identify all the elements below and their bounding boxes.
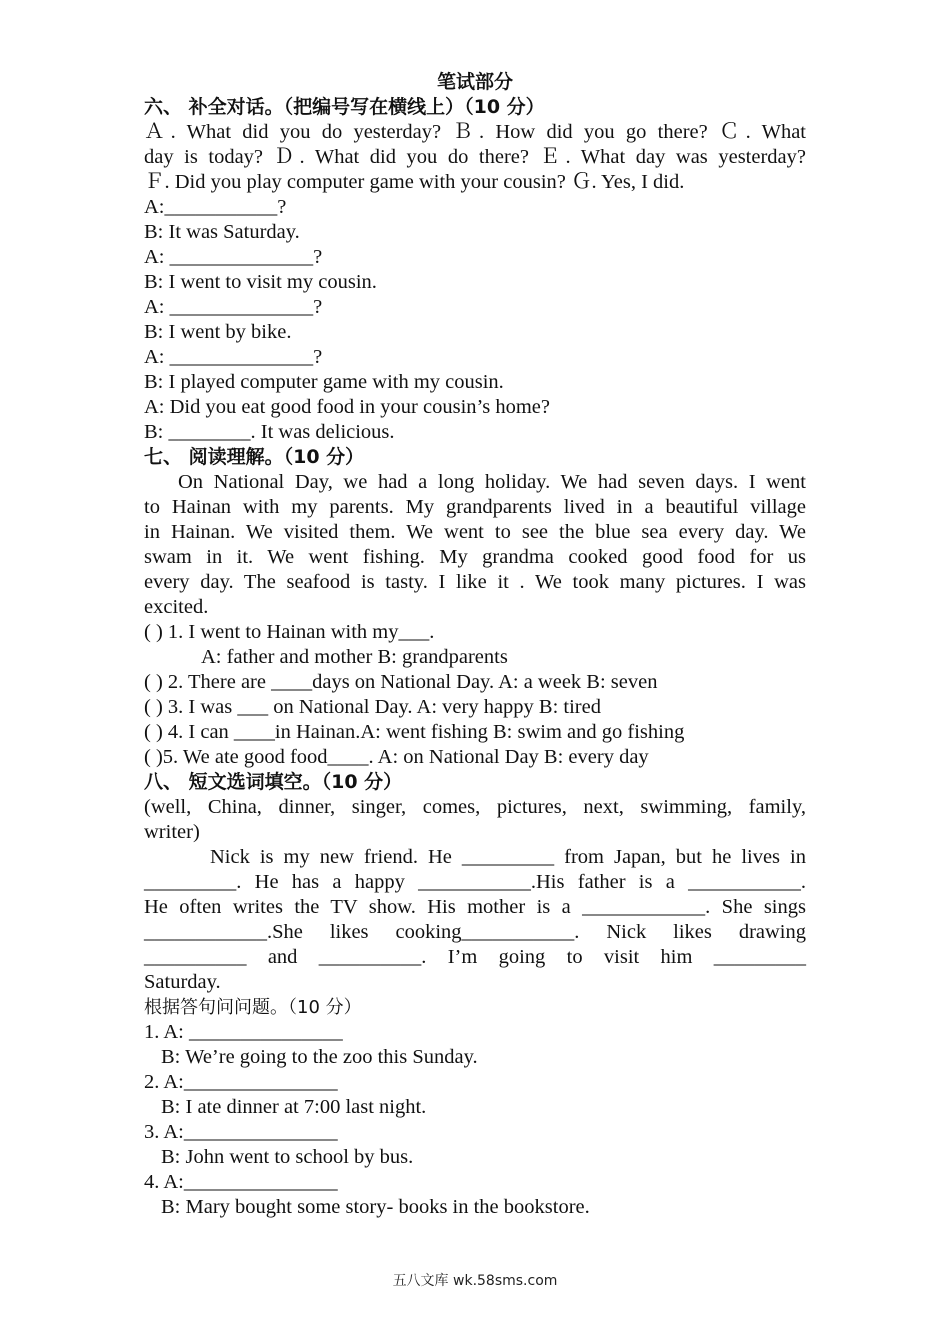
qa-question: 3. A:_______________	[144, 1121, 338, 1143]
page-title: 笔试部分	[436, 71, 513, 93]
question-options: A: father and mother B: grandparents	[201, 646, 508, 668]
dialogue-line: A:___________?	[144, 196, 287, 218]
cloze-line: _________. He has a happy ___________.His father is a ___________.	[144, 871, 806, 893]
cloze-line: Saturday.	[144, 971, 221, 993]
passage-line: swam in it. We went fishing. My grandma cooked good food for us	[144, 546, 806, 568]
dialogue-line: B: I played computer game with my cousin.	[144, 371, 504, 393]
question-line: ( ) 3. I was ___ on National Day. A: very happy B: tired	[144, 696, 601, 718]
passage-line: to Hainan with my parents. My grandparents lived in a beautiful village	[144, 496, 806, 518]
cloze-line: __________ and __________. I’m going to visit him _________	[144, 946, 806, 968]
dialogue-line: B: I went to visit my cousin.	[144, 271, 377, 293]
word-bank: (well, China, dinner, singer, comes, pictures, next, swimming, family,	[144, 796, 806, 818]
cloze-line: ____________.She likes cooking___________. Nick likes drawing	[144, 921, 806, 943]
qa-answer: B: We’re going to the zoo this Sunday.	[161, 1046, 478, 1068]
dialogue-line: A: ______________?	[144, 246, 323, 268]
qa-answer: B: John went to school by bus.	[161, 1146, 414, 1168]
cloze-line: Nick is my new friend. He _________ from Japan, but he lives in	[210, 846, 806, 868]
qa-question: 2. A:_______________	[144, 1071, 338, 1093]
section-8-heading: 八、 短文选词填空。（10 分）	[144, 771, 403, 793]
passage-line: in Hainan. We visited them. We went to see the blue sea every day. We	[144, 521, 806, 543]
dialogue-line: B: It was Saturday.	[144, 221, 300, 243]
question-line: ( ) 1. I went to Hainan with my___.	[144, 621, 435, 643]
options-line: Ａ. What did you do yesterday? Ｂ. How did you go there? Ｃ. What	[144, 121, 806, 143]
dialogue-line: A: ______________?	[144, 346, 323, 368]
section-9-heading: 根据答句问问题。（10 分）	[144, 997, 362, 1018]
qa-question: 4. A:_______________	[144, 1171, 338, 1193]
dialogue-line: A: ______________?	[144, 296, 323, 318]
passage-line: On National Day, we had a long holiday. We had seven days. I went	[178, 471, 806, 493]
question-line: ( )5. We ate good food____. A: on National Day B: every day	[144, 746, 649, 768]
section-7-heading: 七、 阅读理解。（10 分）	[144, 446, 365, 468]
options-line: day is today? Ｄ. What did you do there? Ｅ. What day was yesterday?	[144, 146, 806, 168]
options-line: Ｆ. Did you play computer game with your cousin? Ｇ. Yes, I did.	[144, 171, 685, 193]
dialogue-line: B: I went by bike.	[144, 321, 292, 343]
question-line: ( ) 4. I can ____in Hainan.A: went fishing B: swim and go fishing	[144, 721, 685, 743]
qa-answer: B: Mary bought some story- books in the bookstore.	[161, 1196, 590, 1218]
section-6-heading: 六、 补全对话。（把编号写在横线上）（10 分）	[144, 96, 545, 118]
dialogue-line: A: Did you eat good food in your cousin’s home?	[144, 396, 550, 418]
cloze-line: He often writes the TV show. His mother is a ____________. She sings	[144, 896, 806, 918]
word-bank: writer)	[144, 821, 200, 843]
footer-watermark: 五八文库 wk.58sms.com	[392, 1273, 558, 1289]
question-line: ( ) 2. There are ____days on National Day. A: a week B: seven	[144, 671, 658, 693]
passage-line: excited.	[144, 596, 209, 618]
passage-line: every day. The seafood is tasty. I like it . We took many pictures. I was	[144, 571, 806, 593]
qa-question: 1. A: _______________	[144, 1021, 343, 1043]
dialogue-line: B: ________. It was delicious.	[144, 421, 395, 443]
exam-page	[144, 70, 806, 1220]
qa-answer: B: I ate dinner at 7:00 last night.	[161, 1096, 427, 1118]
